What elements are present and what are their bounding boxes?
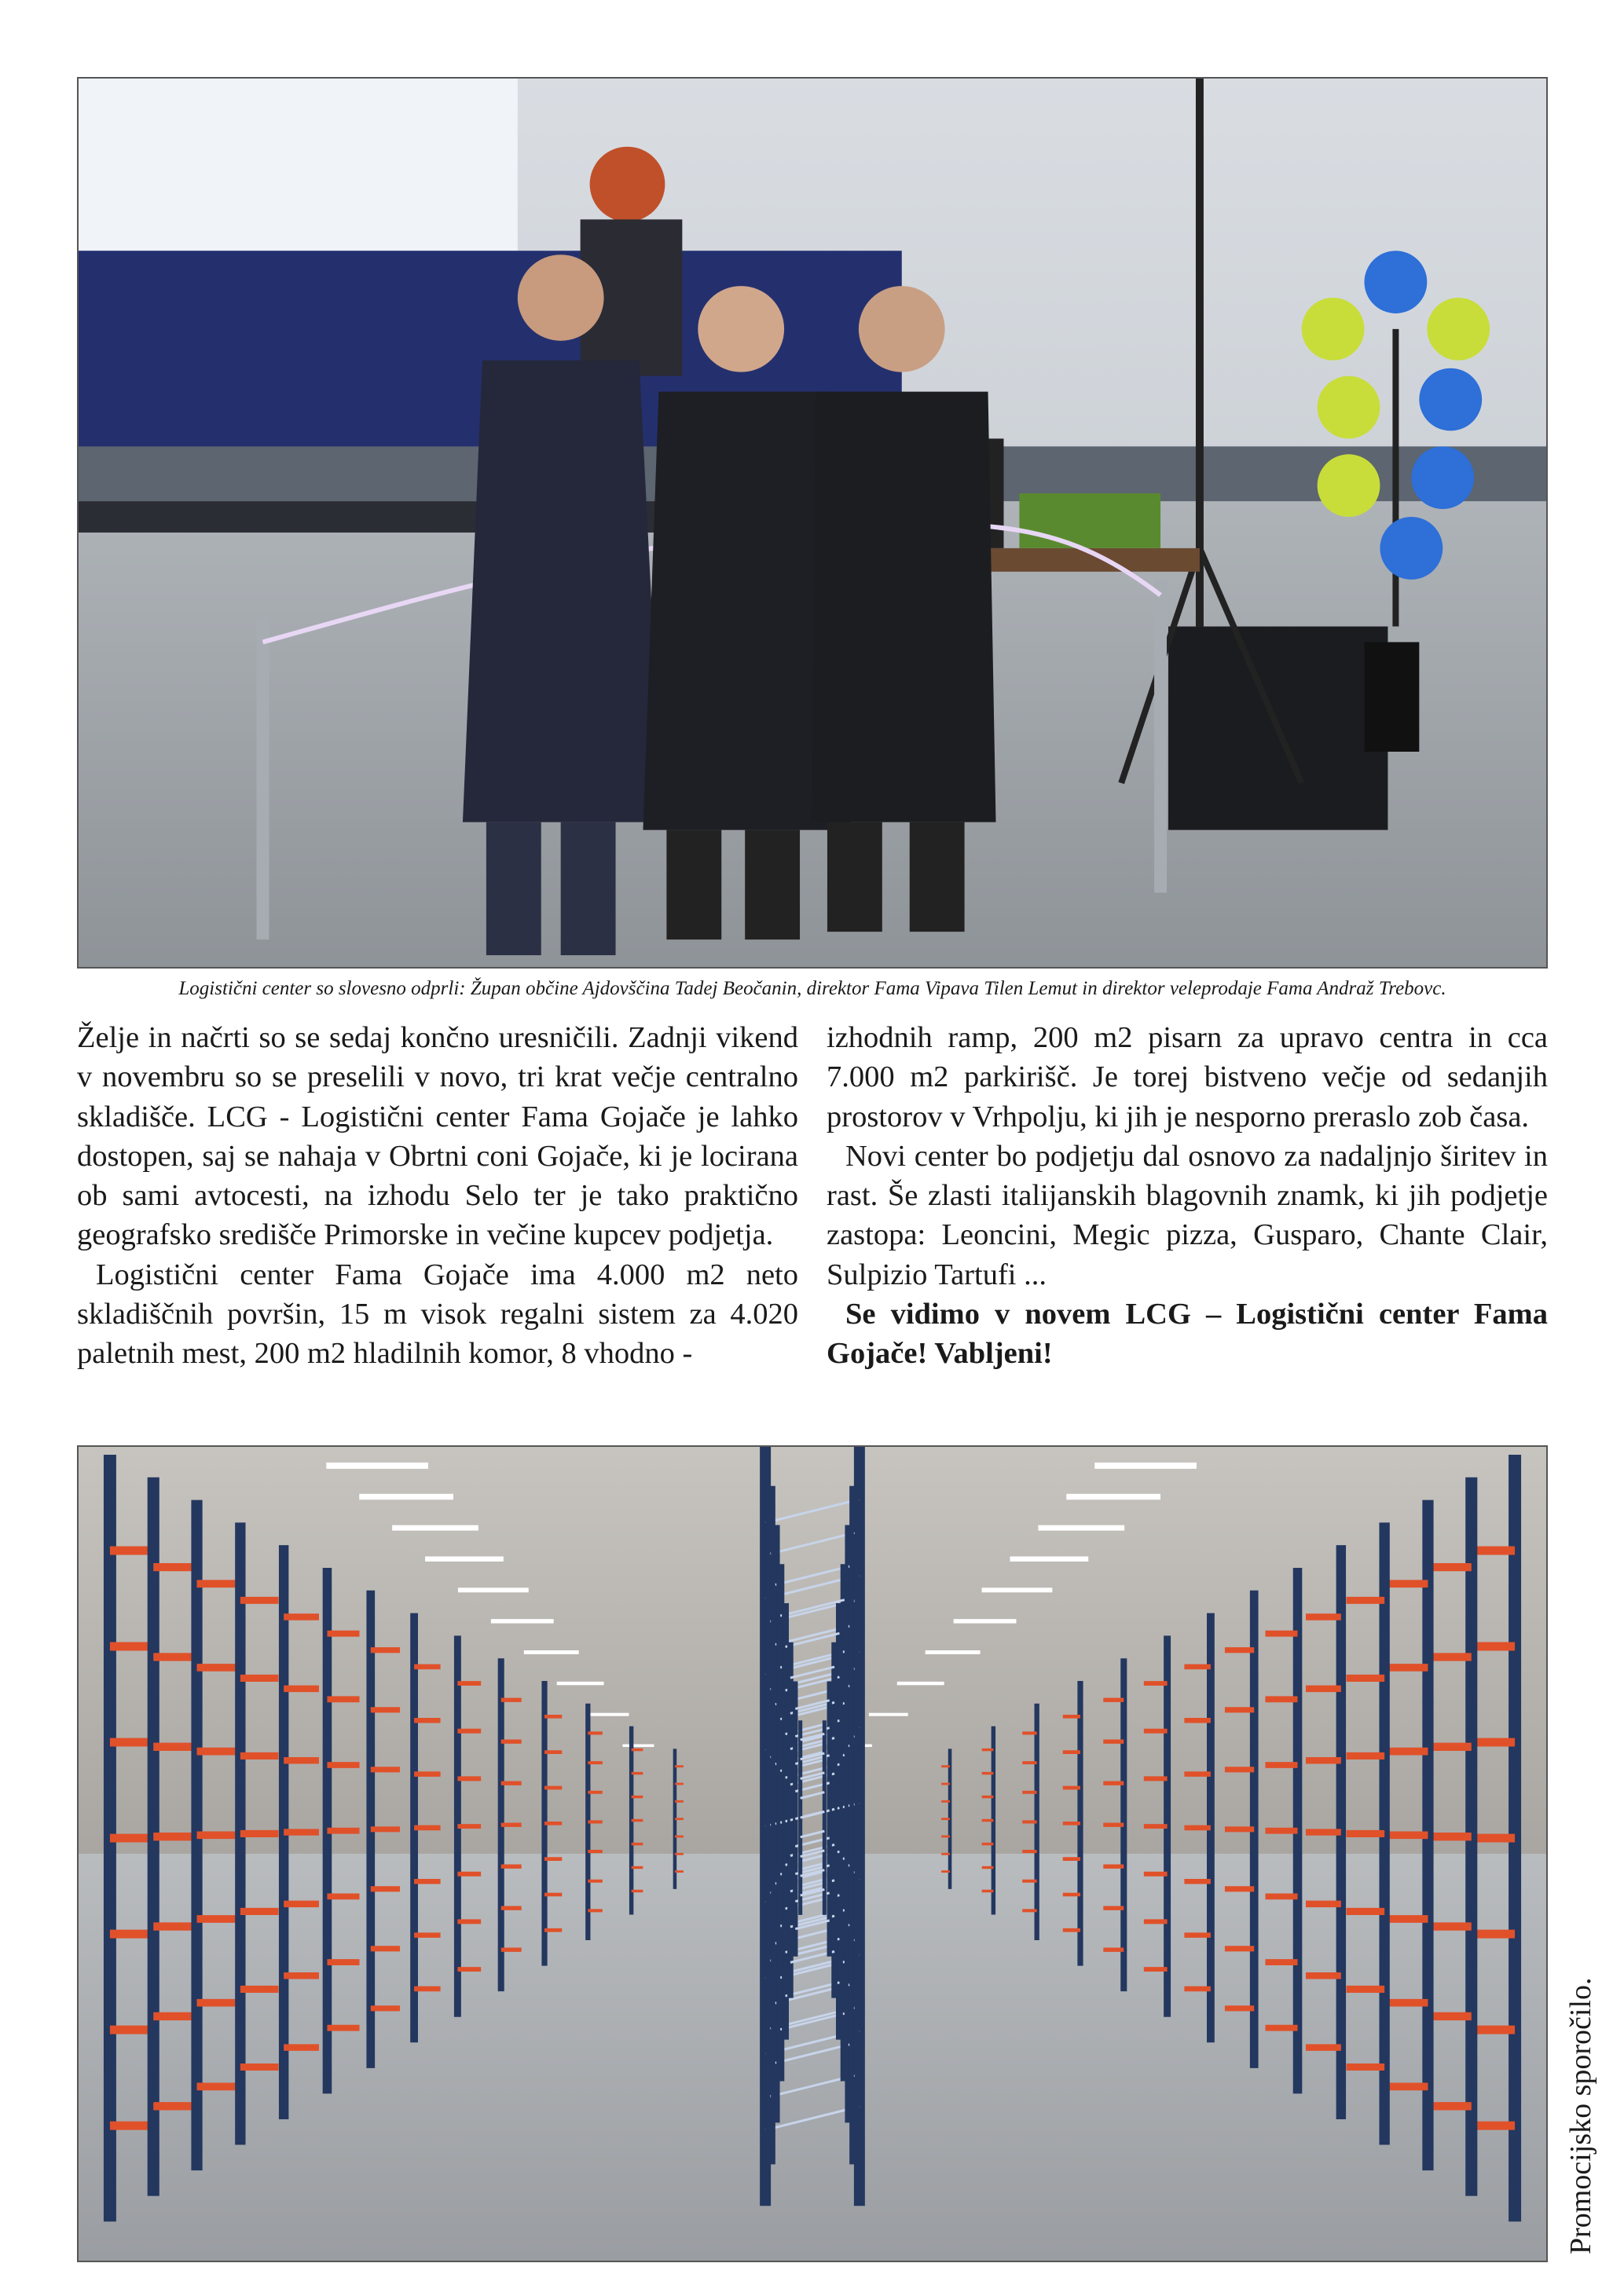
text-column-left [77,1018,798,1374]
light-strip [869,1713,908,1716]
ribbon-cutting-photo [77,77,1548,969]
ribbon-cutting-illustration [79,79,1546,967]
photo-caption: Logistični center so slovesno odprli: Župan občine Ajdovščina Tadej Beočanin, direktor Fama Vipava Tilen Lemut in direktor veleprodaje Fama Andraž Trebovc. [178,978,1446,999]
light-strip [1094,1463,1197,1469]
paragraph: Želje in načrti so se sedaj končno uresničili. Zadnji vikend v novembru so se preselili v novo, tri krat večje centralno skladišče. LCG - Logistični center Fama Gojače je lahko dostopen, saj se nahaja v Obrtni coni Gojače, ki je locirana ob sami avtocesti, na izhodu Selo ter je tako praktično geografsko središče Primorske in večine kupcev podjetja. [77,1021,798,1252]
light-strip [392,1525,478,1531]
light-strip [982,1587,1053,1592]
warehouse-racks-photo [77,1445,1548,2262]
light-strip [1010,1556,1088,1561]
light-strip [1066,1494,1160,1500]
light-strip [1038,1525,1124,1531]
light-strip [359,1494,453,1500]
paragraph: Novi center bo podjetju dal osnovo za nadaljnjo širitev in rast. Še zlasti italijanskih blagovnih znamk, ki jih podjetje zastopa: Leoncini, Megic pizza, Gusparo, Chante Clair, Sulpizio Tartufi ... [827,1139,1548,1291]
warehouse-illustration [79,1447,1546,2261]
light-strip [926,1650,981,1654]
light-strip [954,1619,1017,1623]
paragraph: Logistični center Fama Gojače ima 4.000 m2 neto skladiščnih površin, 15 m visok regalni sistem za 4.020 paletnih mest, 200 m2 hladilnih komor, 8 vhodno - [77,1258,798,1371]
paragraph: izhodnih ramp, 200 m2 pisarn za upravo centra in cca 7.000 m2 parkirišč. Je torej bistveno večje od sedanjih prostorov v Vrhpolju, ki jih je nesporno preraslo zob časa. [827,1021,1548,1133]
promo-note: Promocijsko sporočilo. [1564,1977,1597,2254]
light-strip [326,1463,428,1469]
light-strip [491,1619,554,1623]
light-strip [524,1650,579,1654]
text-column-right [827,1018,1548,1374]
closing-statement: Se vidimo v novem LCG – Logistični center Fama Gojače! Vabljeni! [827,1298,1548,1371]
light-strip [458,1587,529,1592]
light-strip [623,1745,654,1747]
light-strip [557,1682,604,1685]
light-strip [425,1556,504,1561]
light-strip [897,1682,944,1685]
light-strip [590,1713,629,1716]
